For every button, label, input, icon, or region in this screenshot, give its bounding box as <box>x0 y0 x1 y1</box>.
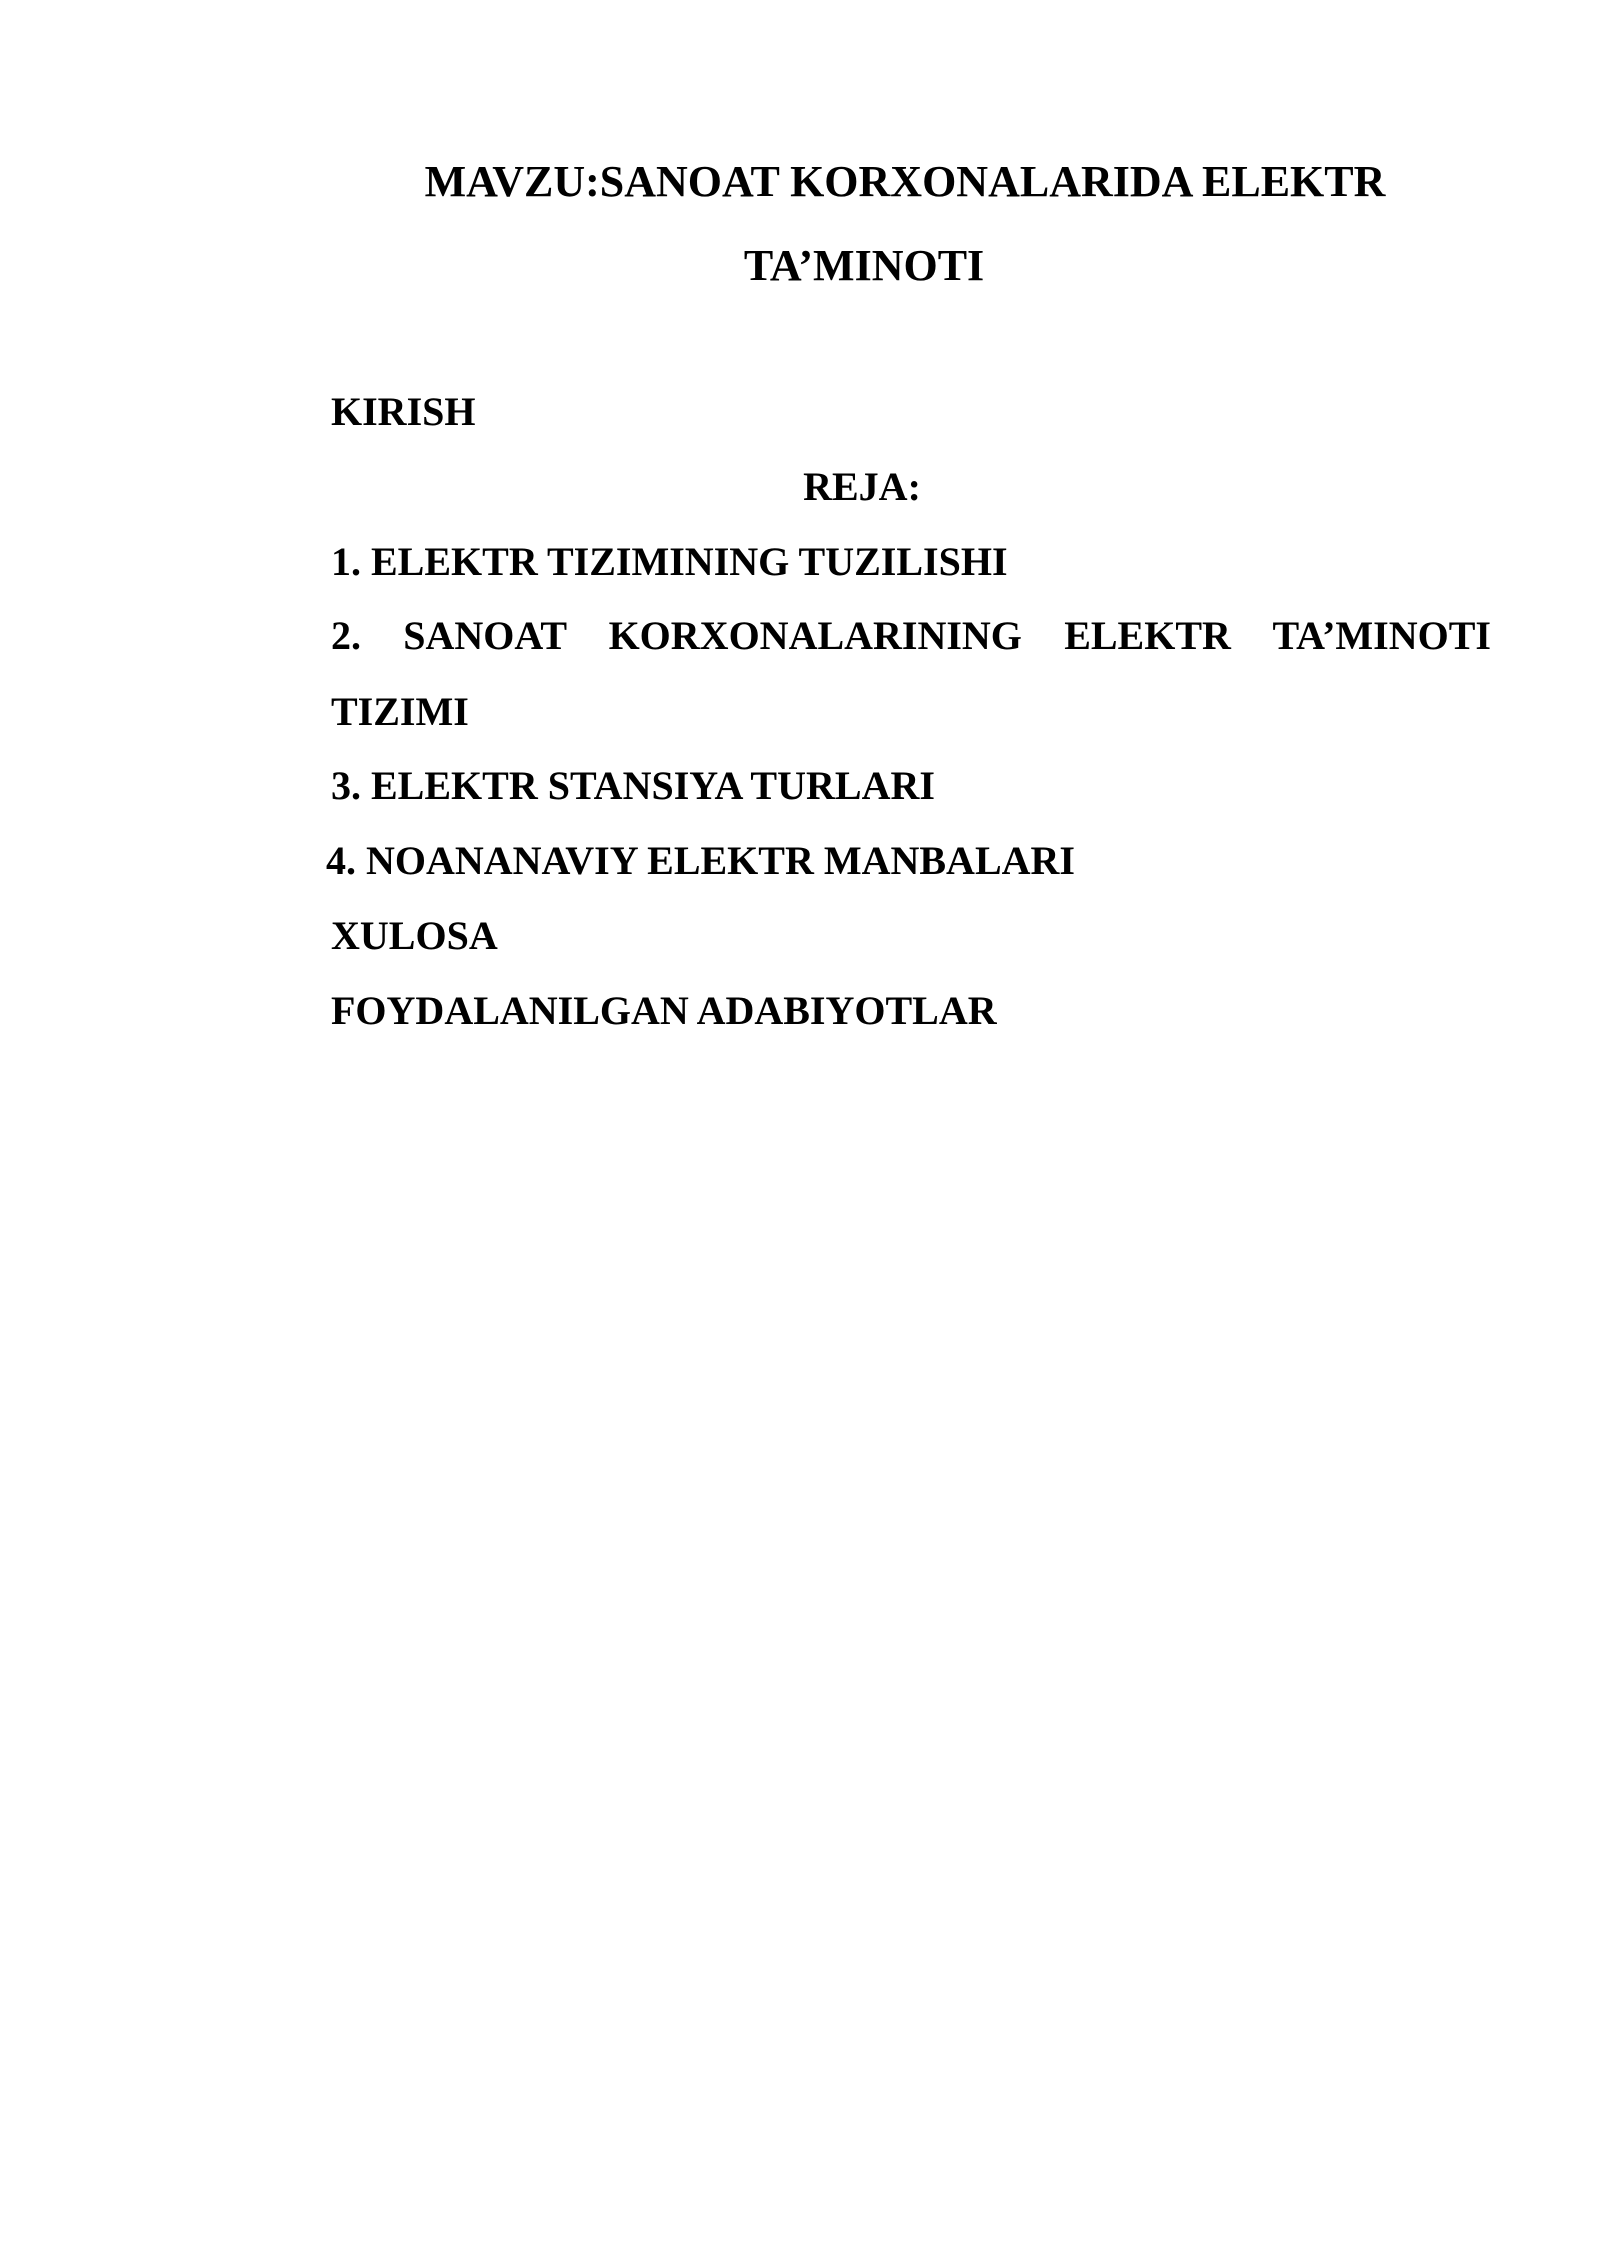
intro-heading: KIRISH <box>331 389 476 434</box>
document-title-line-1: MAVZU:SANOAT KORXONALARIDA ELEKTR <box>424 157 1386 206</box>
plan-item-4: 4. NOANANAVIY ELEKTR MANBALARI <box>326 838 1075 883</box>
document-title-line-2: TA’MINOTI <box>743 241 985 290</box>
conclusion-heading: XULOSA <box>331 913 498 958</box>
plan-item-2: 2. SANOAT KORXONALARINING ELEKTR TA’MINOTI <box>331 613 1491 658</box>
plan-heading: REJA: <box>803 464 921 509</box>
references-heading: FOYDALANILGAN ADABIYOTLAR <box>331 988 997 1033</box>
plan-item-3: 3. ELEKTR STANSIYA TURLARI <box>331 763 935 808</box>
plan-item-2-continuation: TIZIMI <box>331 689 469 734</box>
plan-item-1: 1. ELEKTR TIZIMINING TUZILISHI <box>331 539 1008 584</box>
